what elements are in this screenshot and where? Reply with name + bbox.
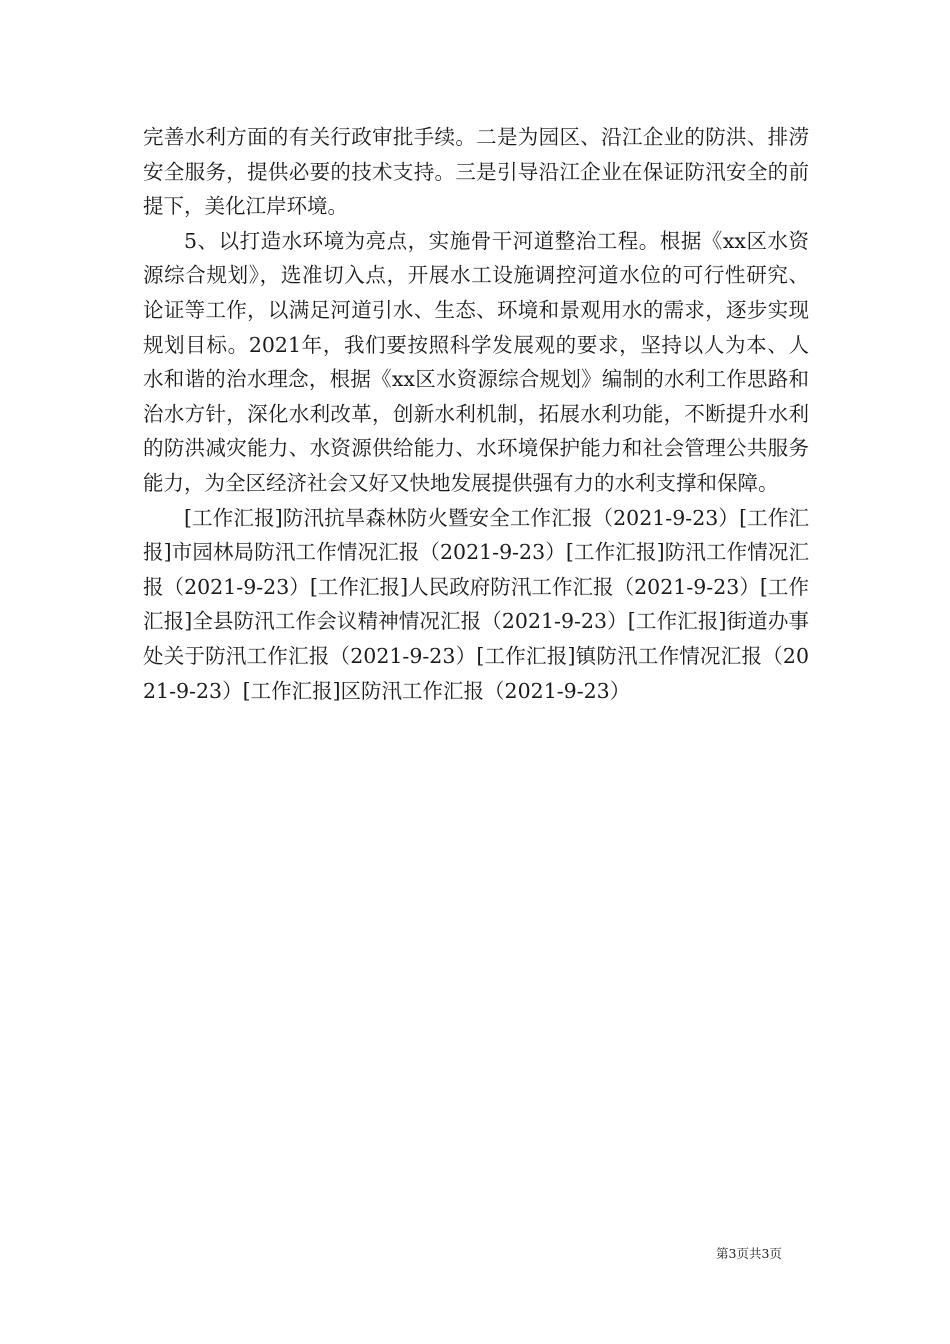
paragraph-water-environment: 5、以打造水环境为亮点，实施骨干河道整治工程。根据《xx区水资源综合规划》，选准切入点，开展水工设施调控河道水位的可行性研究、论证等工作，以满足河道引水、生态、环境和景观用水的需求，逐步实现规划目标。2021年，我们要按照科学发展观的要求，坚持以人为本、人水和谐的治水理念，根据《xx区水资源综合规划》编制的水利工作思路和治水方针，深化水利改革，创新水利机制，拓展水利功能，不断提升水利的防洪减灾能力、水资源供给能力、水环境保护能力和社会管理公共服务能力，为全区经济社会又好又快地发展提供强有力的水利支撑和保障。 xyxy=(143,228,809,495)
document-body xyxy=(143,120,809,708)
paragraph-related-reports: [工作汇报]防汛抗旱森林防火暨安全工作汇报（2021-9-23）[工作汇报]市园林局防汛工作情况汇报（2021-9-23）[工作汇报]防汛工作情况汇报（2021-9-23）[工作汇报]人民政府防汛工作汇报（2021-9-23）[工作汇报]全县防汛工作会议精神情况汇报（2021-9-23）[工作汇报]街道办事处关于防汛工作汇报（2021-9-23）[工作汇报]镇防汛工作情况汇报（2021-9-23）[工作汇报]区防汛工作汇报（2021-9-23） xyxy=(143,505,809,703)
page-number-footer: 第3页共3页 xyxy=(716,1246,782,1261)
paragraph-continuation: 完善水利方面的有关行政审批手续。二是为园区、沿江企业的防洪、排涝安全服务，提供必要的技术支持。三是引导沿江企业在保证防汛安全的前提下，美化江岸环境。 xyxy=(143,125,809,219)
